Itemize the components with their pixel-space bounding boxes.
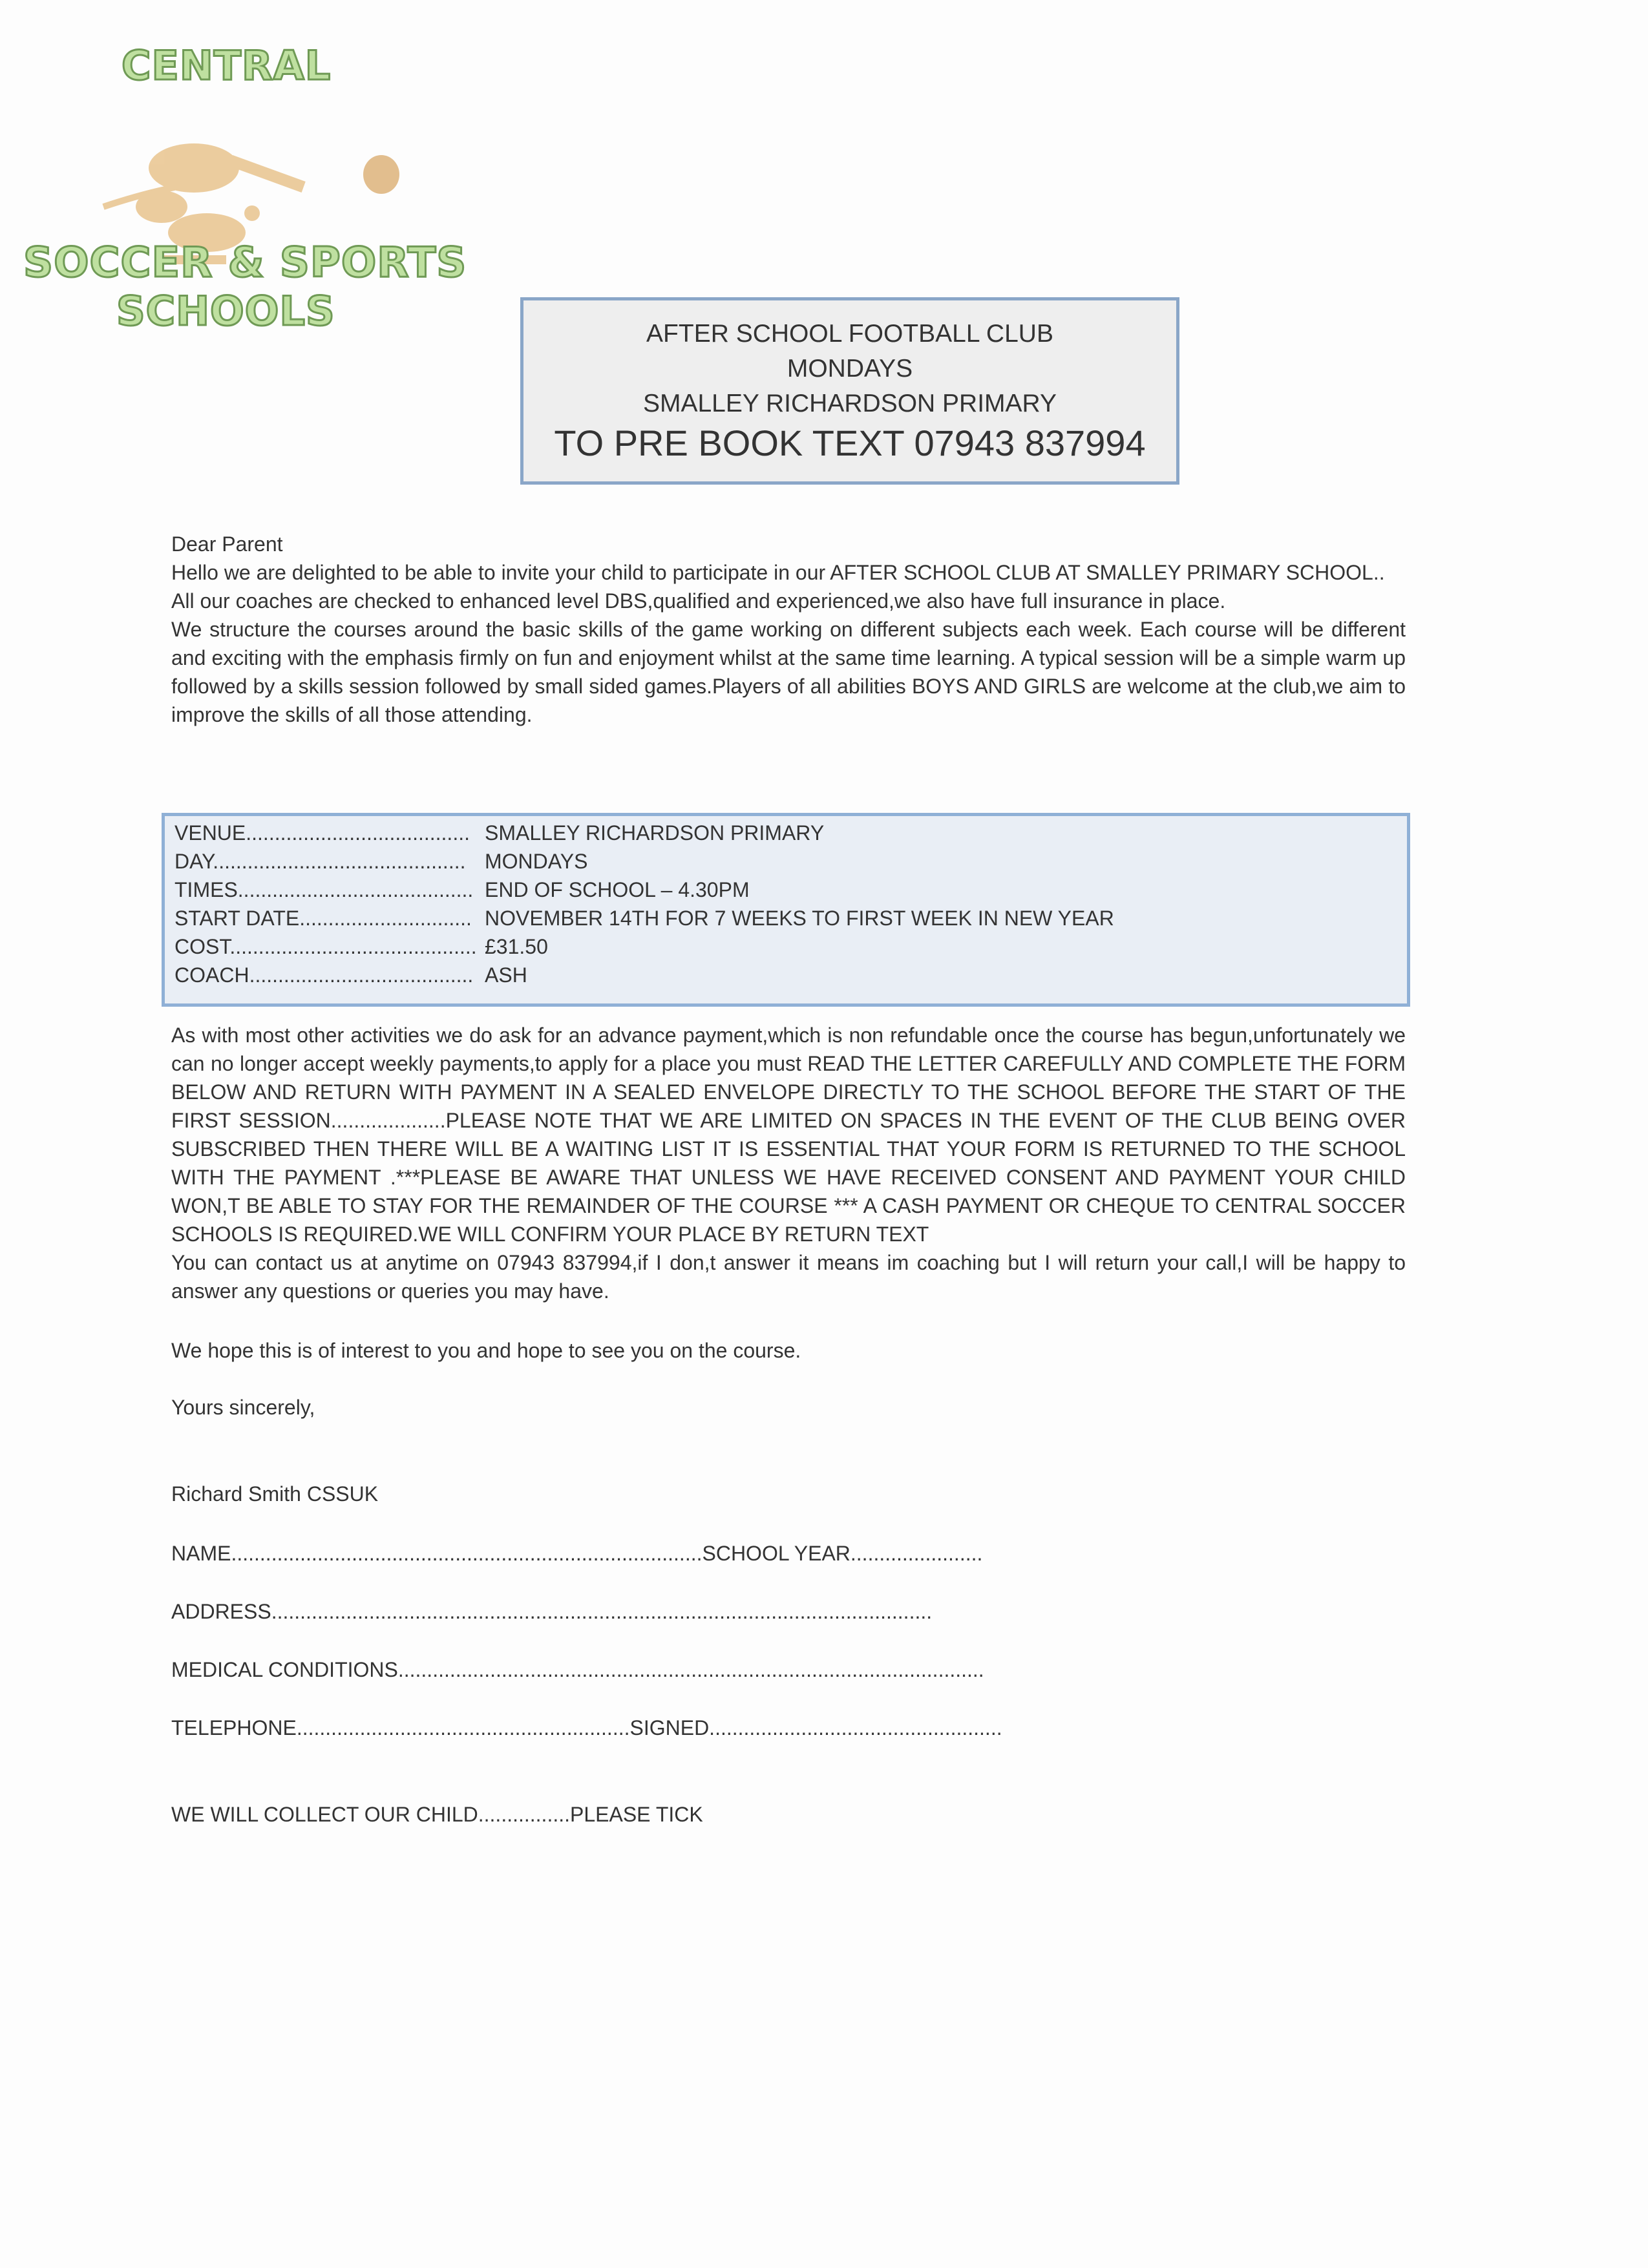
- structure-paragraph: We structure the courses around the basic skills of the game working on different subjects each week. Each course will be different and exciting with the emphasis firmly on fun and enjoyment whilst at the same time learning. A typical session will be a simple warm up followed by a skills session followed by small sided games.Players of all abilities BOYS AND GIRLS are welcome at the club,we aim to improve the skills of all those attending.: [171, 618, 1406, 726]
- detail-venue: [174, 821, 824, 845]
- logo: [19, 39, 467, 342]
- closing-hope: We hope this is of interest to you and hope to see you on the course.: [171, 1339, 801, 1362]
- form-address-field[interactable]: ADDRESS...................................................................................................................: [171, 1600, 933, 1623]
- detail-day: [174, 850, 587, 874]
- closing-sincerely: Yours sincerely,: [171, 1396, 315, 1419]
- logo-text-schools: SCHOOLS: [116, 288, 335, 335]
- salutation: Dear Parent: [171, 532, 283, 556]
- detail-times: [174, 878, 750, 902]
- club-school: SMALLEY RICHARDSON PRIMARY: [642, 390, 1057, 417]
- detail-label: START DATE..............................: [174, 907, 472, 930]
- detail-label: TIMES.........................................: [174, 878, 474, 901]
- detail-cost: [174, 935, 548, 959]
- logo-text-central: CENTRAL: [121, 42, 332, 89]
- intro-paragraph: Hello we are delighted to be able to invite your child to participate in our AFTER SCHOOL CLUB AT SMALLEY PRIMARY SCHOOL..: [171, 561, 1385, 584]
- form-collect-tick[interactable]: WE WILL COLLECT OUR CHILD................PLEASE TICK: [171, 1803, 703, 1826]
- club-title: AFTER SCHOOL FOOTBALL CLUB: [646, 320, 1053, 348]
- contact-paragraph: You can contact us at anytime on 07943 837994,if I don,t answer it means im coaching but I will return your call,I will be happy to answer any questions or queries you may have.: [171, 1251, 1406, 1303]
- coaches-paragraph: All our coaches are checked to enhanced level DBS,qualified and experienced,we also have full insurance in place.: [171, 589, 1226, 613]
- letter-intro: [171, 530, 1406, 729]
- signature: Richard Smith CSSUK: [171, 1482, 379, 1506]
- logo-text-soccer-sports: SOCCER & SPORTS: [23, 239, 467, 287]
- detail-value: MONDAYS: [485, 850, 588, 873]
- details-box: [162, 813, 1410, 1007]
- club-day: MONDAYS: [787, 355, 913, 383]
- form-name-field[interactable]: NAME..................................................................................SCHOOL YEAR.......................: [171, 1542, 983, 1565]
- payment-paragraph: As with most other activities we do ask for an advance payment,which is non refundable once the course has begun,unfortunately we can no longer accept weekly payments,to apply for a place you must READ THE LETTER CAREFULLY AND COMPLETE THE FORM BELOW AND RETURN WITH PAYMENT IN A SEALED ENVELOPE DIRECTLY TO THE SCHOOL BEFORE THE START OF THE FIRST SESSION....................PLEASE NOTE THAT WE ARE LIMITED ON SPACES IN THE EVENT OF THE CLUB BEING OVER SUBSCRIBED THEN THERE WILL BE A WAITING LIST IT IS ESSENTIAL THAT YOUR FORM IS RETURNED TO THE SCHOOL WITH THE PAYMENT .***PLEASE BE AWARE THAT UNLESS WE HAVE RECEIVED CONSENT AND PAYMENT YOUR CHILD WON,T BE ABLE TO STAY FOR THE REMAINDER OF THE COURSE *** A CASH PAYMENT OR CHEQUE TO CENTRAL SOCCER SCHOOLS IS REQUIRED.WE WILL CONFIRM YOUR PLACE BY RETURN TEXT: [171, 1024, 1406, 1246]
- detail-value: NOVEMBER 14TH FOR 7 WEEKS TO FIRST WEEK IN NEW YEAR: [485, 907, 1114, 930]
- detail-value: END OF SCHOOL – 4.30PM: [485, 878, 750, 901]
- detail-label: DAY............................................: [174, 850, 466, 873]
- detail-coach: [174, 963, 527, 987]
- payment-section: [171, 1021, 1406, 1305]
- header-box: [520, 297, 1179, 485]
- detail-value: SMALLEY RICHARDSON PRIMARY: [485, 821, 825, 845]
- detail-label: COACH.......................................: [174, 963, 474, 987]
- detail-label: COST...........................................: [174, 935, 477, 958]
- detail-value: £31.50: [485, 935, 548, 958]
- detail-label: VENUE.......................................: [174, 821, 470, 845]
- detail-value: ASH: [485, 963, 527, 987]
- form-telephone-field[interactable]: TELEPHONE..........................................................SIGNED...................................................: [171, 1716, 1002, 1739]
- form-medical-field[interactable]: MEDICAL CONDITIONS......................................................................................................: [171, 1658, 984, 1681]
- pre-book-text: TO PRE BOOK TEXT 07943 837994: [554, 423, 1146, 463]
- detail-start-date: [174, 907, 1114, 930]
